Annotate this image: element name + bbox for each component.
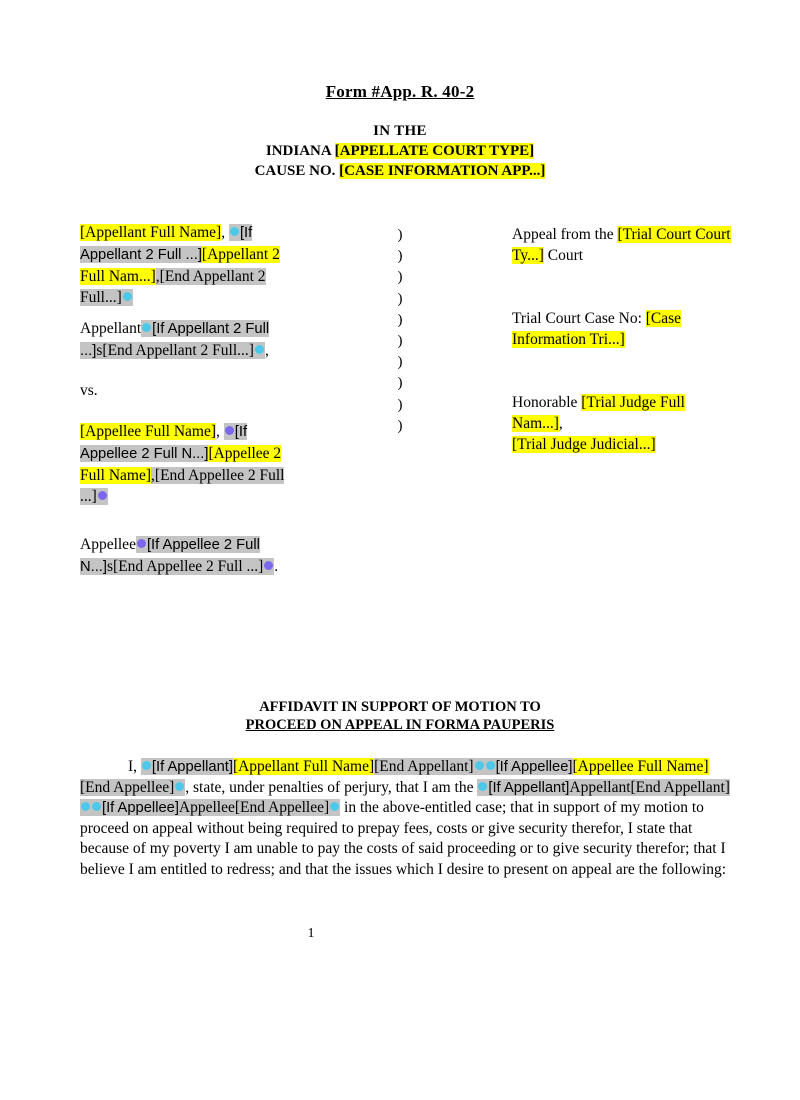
appellee-role-block: [80, 534, 295, 578]
appellant-name-comma: ,: [221, 224, 226, 241]
appellant-name-block: [80, 222, 295, 308]
appellee-marker-dot: [98, 491, 107, 500]
appellant-role-block: [80, 318, 295, 362]
appellant-marker-dot: [142, 761, 151, 770]
court-heading-line-in-the: IN THE: [373, 123, 427, 139]
field-case-information-appellate[interactable]: [CASE INFORMATION APP...]: [339, 163, 546, 179]
honorable-comma: ,: [558, 415, 563, 432]
caption-paren: ): [397, 417, 403, 434]
page-title: Form #App. R. 40-2: [325, 82, 475, 101]
trial-judge-judicial-block: [512, 434, 737, 455]
field-trial-judge-full-name[interactable]: [Trial Judge Full Nam...]: [512, 394, 685, 432]
cause-no-label: CAUSE NO.: [254, 163, 340, 179]
caption-paren: ): [397, 396, 403, 413]
caption-paren: ): [397, 333, 403, 350]
caption-left-column: [80, 222, 295, 578]
appellee-marker-dot: [330, 802, 339, 811]
appellant-marker-dot: [81, 802, 90, 811]
court-heading-line-cause-no: [0, 161, 800, 181]
body-conditional-if-appellant[interactable]: [If Appellant]: [141, 758, 233, 775]
body-mid-text: , state, under penalties of perjury, that I am the: [185, 778, 478, 796]
case-caption: [0, 222, 800, 682]
appellant-2-comma: ,: [155, 268, 160, 285]
appellant-marker-dot: [475, 761, 484, 770]
appellee-marker-dot: [264, 561, 273, 570]
appellee-2-comma: ,: [151, 467, 155, 484]
appeal-from-block: [512, 224, 737, 266]
body-opening-i: I,: [128, 758, 138, 775]
body-conditional-if-appellant-2[interactable]: [If Appellant]Appellant[End Appellant][If Appellee]Appellee[End Appellee]: [80, 779, 730, 817]
court-heading-line-indiana: [0, 141, 800, 161]
appellee-marker-dot: [92, 802, 101, 811]
body-field-appellant-full-name[interactable]: [Appellant Full Name]: [232, 758, 375, 775]
field-trial-court-type[interactable]: [Trial Court Court Ty...]: [512, 226, 731, 264]
court-heading-indiana-label: INDIANA: [265, 143, 335, 159]
appeal-from-suffix: Court: [543, 247, 584, 264]
appellee-marker-dot: [175, 782, 184, 791]
trial-court-case-no-block: [512, 308, 737, 350]
caption-paren-column: [390, 225, 410, 437]
appellant-marker-dot: [230, 227, 239, 236]
caption-paren: ): [397, 269, 403, 286]
caption-paren: ): [397, 354, 403, 371]
field-case-information-trial[interactable]: [Case Information Tri...]: [512, 310, 682, 348]
field-appellant-2-full-name[interactable]: [Appellant 2 Full Nam...]: [80, 246, 280, 285]
page-number: 1: [307, 926, 315, 941]
caption-paren: ): [397, 248, 403, 265]
caption-paren: ): [397, 375, 403, 392]
conditional-if-appellee-2-close[interactable]: ,[End Appellee 2 Full ...]: [80, 467, 285, 505]
field-appellate-court-type[interactable]: [APPELLATE COURT TYPE]: [334, 143, 535, 159]
affidavit-heading-line-2: PROCEED ON APPEAL IN FORMA PAUPERIS: [245, 717, 555, 733]
honorable-judge-block: [512, 392, 737, 434]
affidavit-body-paragraph: [80, 757, 732, 881]
appeal-from-label: Appeal from the: [512, 226, 618, 243]
appellee-role-trailing: .: [274, 558, 279, 575]
field-appellee-2-full-name[interactable]: [Appellee 2 Full Name]: [80, 445, 282, 484]
appellant-role-trailing: ,: [264, 342, 269, 359]
field-trial-judge-judicial[interactable]: [Trial Judge Judicial...]: [512, 436, 656, 453]
conditional-if-appellee-2-open[interactable]: [If Appellee 2 Full N...]: [80, 424, 248, 462]
conditional-if-appellant-2-close[interactable]: ,[End Appellant 2 Full...]: [80, 268, 266, 306]
field-appellee-full-name[interactable]: [Appellee Full Name]: [80, 423, 217, 440]
appellee-name-comma: ,: [216, 423, 220, 440]
conditional-appellant-plural[interactable]: [If Appellant 2 Full ...]s[End Appellant 2 Full...]: [80, 321, 270, 359]
body-field-appellee-full-name[interactable]: [Appellee Full Name]: [572, 758, 709, 775]
appellee-role-label: Appellee: [80, 536, 136, 553]
caption-paren: ): [397, 311, 403, 328]
caption-paren: ): [397, 227, 403, 243]
body-conditional-end-appellee[interactable]: [End Appellee]: [80, 779, 185, 796]
caption-spacer: [80, 308, 295, 318]
appellant-marker-dot: [478, 782, 487, 791]
conditional-appellee-plural[interactable]: [If Appellee 2 Full N...]s[End Appellee 2 Full ...]: [80, 536, 274, 575]
honorable-label: Honorable: [512, 394, 582, 411]
appellee-marker-dot: [137, 539, 146, 548]
court-heading: [0, 121, 800, 181]
appellant-marker-dot: [255, 345, 264, 354]
caption-right-column: [512, 224, 737, 455]
affidavit-heading-line-1: AFFIDAVIT IN SUPPORT OF MOTION TO: [259, 699, 541, 715]
appellant-role-label: Appellant: [80, 320, 142, 337]
trial-court-case-no-label: Trial Court Case No:: [512, 310, 646, 327]
appellee-marker-dot: [486, 761, 495, 770]
conditional-if-appellant-2-open[interactable]: [If Appellant 2 Full ...]: [80, 225, 253, 263]
appellee-name-block: [80, 421, 295, 507]
appellant-marker-dot: [142, 323, 151, 332]
appellant-marker-dot: [123, 292, 132, 301]
affidavit-heading: [0, 698, 800, 734]
body-tail-text: in the above-entitled case; that in support of my motion to proceed on appeal without being required to prepay fees, costs or give security therefor, I state that because of my poverty I am unable to pay the costs of said proceeding or to give security therefor; that I believe I am entitled to redress; and that the issues which I desire to present on appeal are the following:: [80, 799, 727, 878]
field-appellant-full-name[interactable]: [Appellant Full Name]: [80, 224, 222, 241]
appellee-marker-dot: [225, 426, 234, 435]
body-conditional-end-appellant[interactable]: [End Appellant] [If Appellee]: [374, 758, 573, 775]
caption-paren: ): [397, 290, 403, 307]
versus-label: vs.: [80, 382, 98, 399]
